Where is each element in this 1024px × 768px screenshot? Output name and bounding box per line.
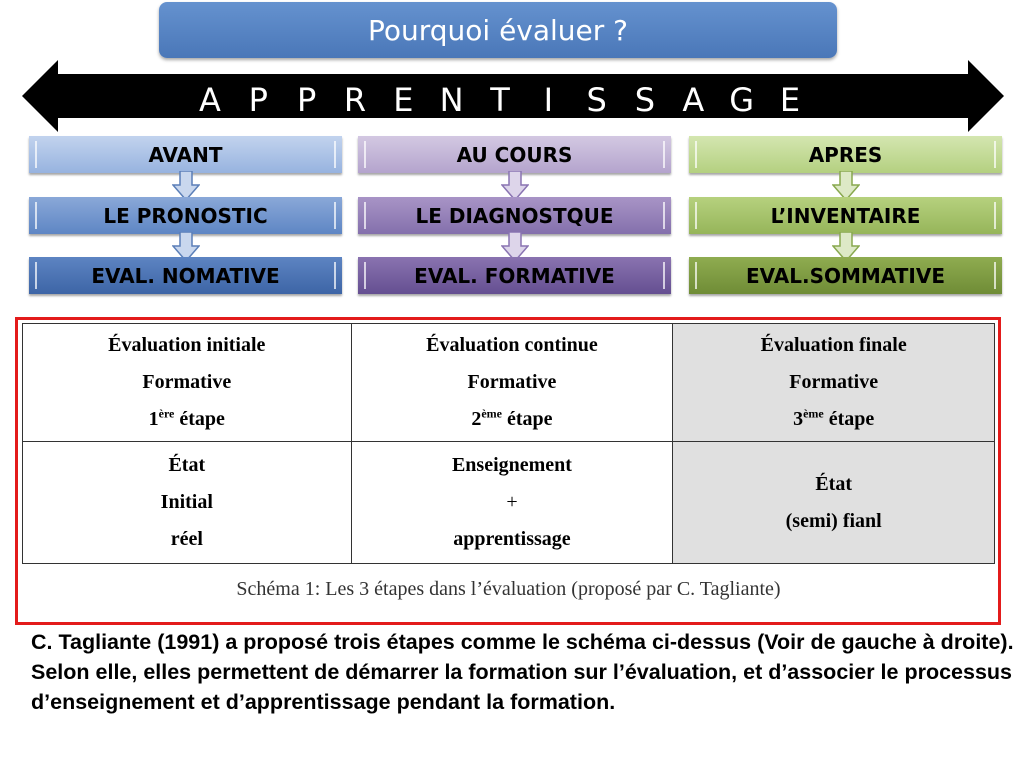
arrow-letter: I	[543, 81, 554, 119]
stage-box	[358, 197, 671, 234]
stage-box	[689, 197, 1002, 234]
cell-type: Formative	[789, 371, 879, 393]
table-row	[23, 442, 995, 564]
arrow-letter: G	[729, 81, 754, 119]
arrow-letter: E	[393, 81, 414, 119]
cell-step: 3ème étape	[793, 406, 875, 430]
cell-line: Initial	[160, 491, 213, 513]
arrow-letter: T	[490, 81, 510, 119]
stage-label: AVANT	[148, 142, 223, 167]
stage-box	[29, 257, 342, 294]
arrow-letter: S	[586, 81, 607, 119]
cell-line: (semi) fianl	[785, 509, 882, 532]
stage-box	[689, 136, 1002, 173]
stage-box	[689, 257, 1002, 294]
table-cell	[23, 442, 352, 564]
cell-type: Formative	[142, 371, 232, 393]
stage-box	[358, 136, 671, 173]
table-caption: Schéma 1: Les 3 étapes dans l’évaluation (proposé par C. Tagliante)	[236, 578, 781, 600]
table-cell	[673, 442, 995, 564]
stage-box	[29, 136, 342, 173]
table-cell	[351, 442, 673, 564]
cell-line: +	[506, 491, 518, 513]
table-cell	[23, 324, 352, 442]
cell-title: Évaluation finale	[760, 334, 907, 356]
arrow-letter: E	[779, 81, 801, 119]
table-row	[23, 324, 995, 442]
arrow-letter: R	[343, 81, 367, 119]
stage-label: LE DIAGNOSTQUE	[415, 203, 614, 228]
title-banner	[159, 2, 837, 58]
arrow-letter: A	[682, 81, 705, 119]
cell-title: Évaluation continue	[426, 334, 598, 356]
stage-label: EVAL. FORMATIVE	[414, 263, 615, 288]
table-cell	[673, 324, 995, 442]
stage-label: EVAL. NOMATIVE	[91, 263, 280, 288]
body-paragraph: C. Tagliante (1991) a proposé trois étapes comme le schéma ci-dessus (Voir de gauche à droite). Selon elle, elles permettent de démarrer la formation sur l’évaluation, et d’associer le processus d’enseignement et d’apprentissage pendant la formation.	[31, 630, 1014, 714]
stage-label: EVAL.SOMMATIVE	[746, 263, 945, 288]
arrow-letter: N	[439, 81, 464, 119]
cell-title: Évaluation initiale	[108, 334, 266, 356]
cell-step: 1ère étape	[148, 406, 225, 430]
evaluation-table	[22, 323, 995, 564]
stage-label: LE PRONOSTIC	[103, 203, 268, 228]
cell-line: État	[815, 472, 853, 495]
stage-box	[358, 257, 671, 294]
stage-box	[29, 197, 342, 234]
arrow-letter: S	[634, 81, 656, 119]
cell-step: 2ème étape	[471, 406, 553, 430]
stage-label: AU COURS	[456, 142, 573, 167]
cell-line: réel	[170, 528, 203, 550]
arrow-label	[190, 80, 810, 120]
arrow-letter: A	[199, 81, 221, 119]
stage-label: L’INVENTAIRE	[770, 203, 921, 228]
page-title: Pourquoi évaluer ?	[367, 13, 629, 47]
table-cell	[351, 324, 673, 442]
stage-label: APRES	[808, 142, 883, 167]
cell-type: Formative	[467, 371, 557, 393]
arrow-letter: P	[248, 81, 268, 119]
cell-line: Enseignement	[451, 454, 572, 476]
arrow-letter: P	[297, 81, 317, 119]
cell-line: apprentissage	[453, 528, 571, 550]
cell-line: État	[168, 454, 206, 476]
